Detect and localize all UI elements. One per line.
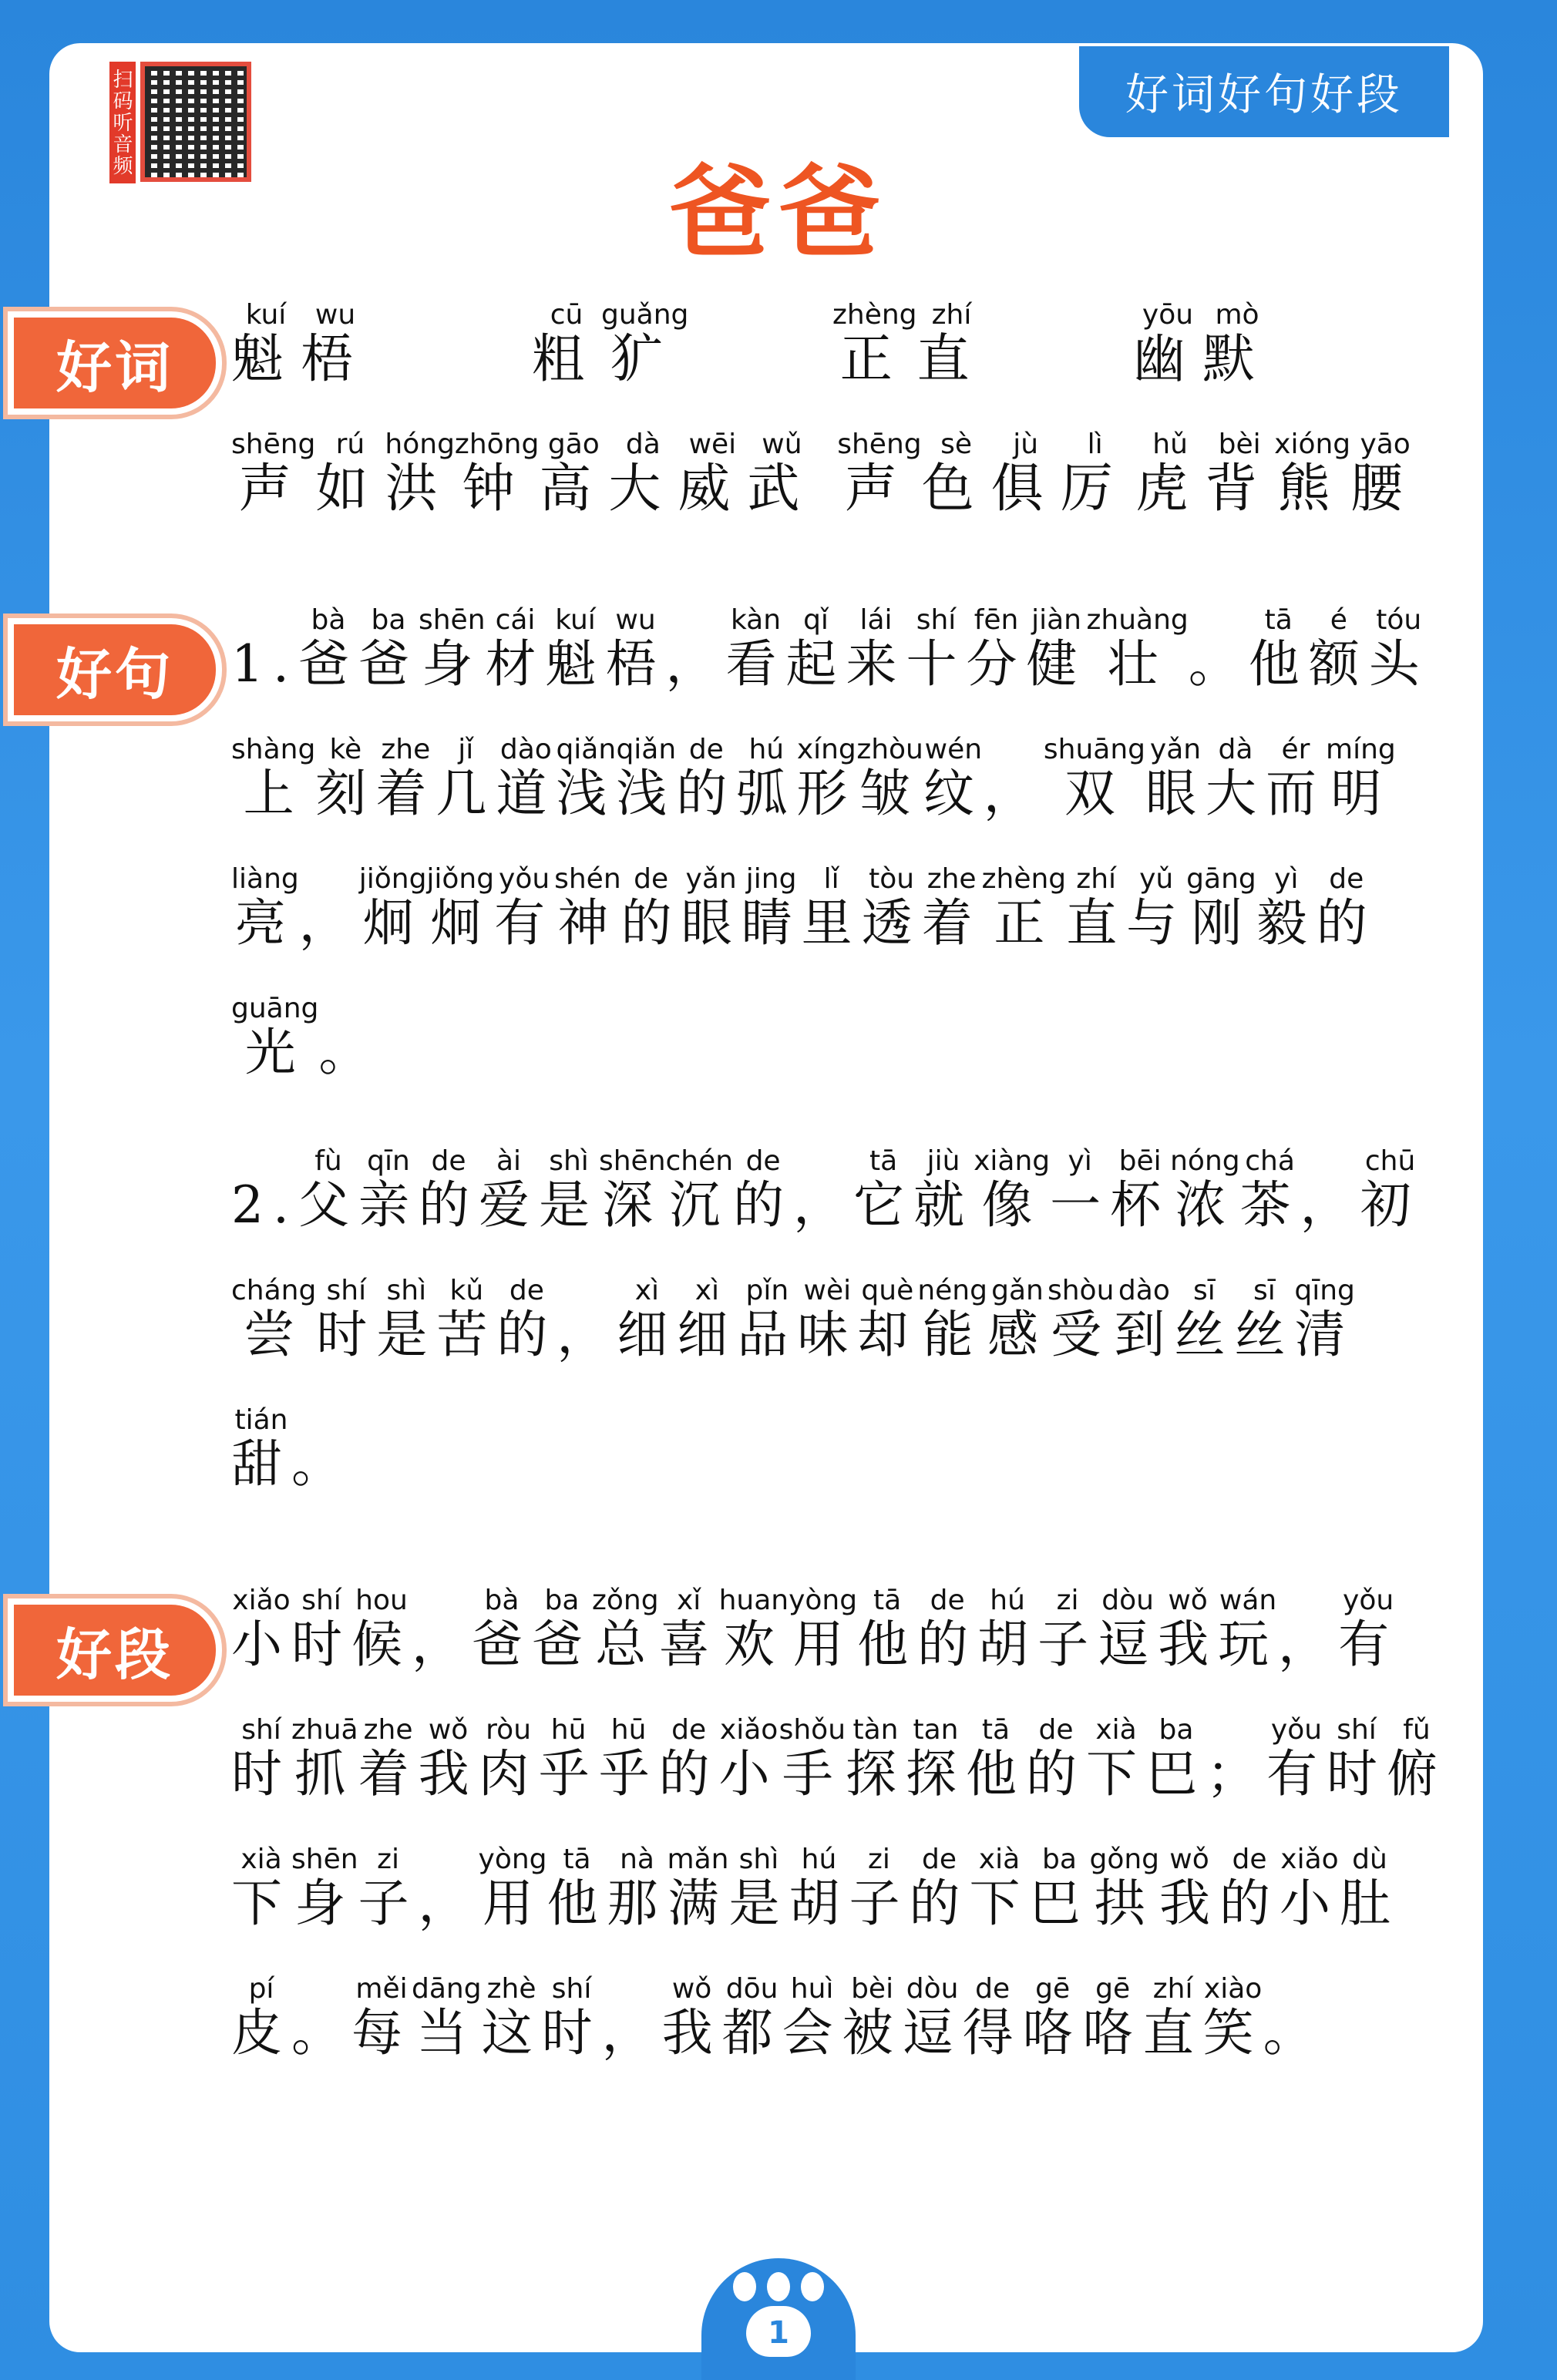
page-number: 1 xyxy=(746,2306,811,2357)
hanzi-with-pinyin: 会huì xyxy=(782,1973,842,2062)
hanzi-with-pinyin: 2. xyxy=(231,1175,298,1235)
sentence-2 xyxy=(231,1141,1449,1529)
hanzi-with-pinyin: 亲qīn xyxy=(358,1145,419,1235)
vocab-word xyxy=(532,299,832,392)
hanzi-with-pinyin: 炯jiǒng xyxy=(358,863,427,953)
hanzi-with-pinyin: 下xià xyxy=(969,1844,1030,1933)
hanzi-with-pinyin: 的de xyxy=(917,1585,978,1674)
hanzi-with-pinyin: 时shí xyxy=(541,1973,602,2062)
hanzi-with-pinyin: 爸ba xyxy=(358,604,419,694)
hanzi-with-pinyin: 的de xyxy=(658,1714,719,1803)
hanzi-with-pinyin: 形xíng xyxy=(796,734,857,823)
sentence-1 xyxy=(231,600,1449,1118)
hanzi-with-pinyin: 子zi xyxy=(1037,1585,1098,1674)
vocab-word xyxy=(231,299,532,392)
hanzi-with-pinyin: 茶chá xyxy=(1239,1145,1300,1235)
hanzi-with-pinyin: 身shēn xyxy=(291,1844,358,1933)
hanzi-with-pinyin: 深shēn xyxy=(598,1145,666,1235)
hanzi-with-pinyin: 我wǒ xyxy=(418,1714,479,1803)
hanzi-with-pinyin: 小xiǎo xyxy=(718,1714,779,1803)
hanzi-with-pinyin: 却què xyxy=(857,1275,918,1364)
hanzi-with-pinyin: 小xiǎo xyxy=(231,1585,291,1674)
hanzi-with-pinyin: 时shí xyxy=(231,1714,291,1803)
hanzi-with-pinyin: 威wēi xyxy=(678,429,748,519)
vocab-word xyxy=(1135,429,1434,522)
hanzi-with-pinyin: 透tòu xyxy=(861,863,922,953)
hanzi-with-pinyin: 眼yǎn xyxy=(1145,734,1206,823)
hanzi-with-pinyin: 喜xǐ xyxy=(658,1585,719,1674)
hanzi-with-pinyin: 巴ba xyxy=(1029,1844,1090,1933)
hanzi-with-pinyin: 直zhí xyxy=(1142,1973,1203,2062)
hanzi-with-pinyin: 毅yì xyxy=(1256,863,1317,953)
hanzi-with-pinyin: 是shì xyxy=(728,1844,789,1933)
hanzi-with-pinyin: 浅qiǎn xyxy=(556,734,617,823)
hanzi-with-pinyin: ， xyxy=(298,893,359,953)
hanzi-with-pinyin: 这zhè xyxy=(481,1973,542,2062)
hanzi-with-pinyin: 。 xyxy=(1188,634,1249,694)
hanzi-with-pinyin: 他tā xyxy=(966,1714,1026,1803)
hanzi-with-pinyin: 看kàn xyxy=(725,604,786,694)
hanzi-with-pinyin: 下xià xyxy=(1086,1714,1146,1803)
hanzi-with-pinyin: 是shì xyxy=(538,1145,599,1235)
hanzi-with-pinyin: 双shuāng xyxy=(1043,734,1145,823)
hanzi-with-pinyin: 拱gǒng xyxy=(1089,1844,1160,1933)
hanzi-with-pinyin: 肉ròu xyxy=(478,1714,539,1803)
hanzi-with-pinyin: 犷guǎng xyxy=(601,299,689,390)
hanzi-with-pinyin: 的de xyxy=(733,1145,794,1235)
hanzi-with-pinyin: 大dà xyxy=(1206,734,1266,823)
hanzi-with-pinyin: ， xyxy=(412,1615,472,1674)
hanzi-with-pinyin: 默mò xyxy=(1202,299,1273,390)
hanzi-with-pinyin: 乎hū xyxy=(538,1714,599,1803)
label-words: 好词 xyxy=(14,318,216,408)
hanzi-with-pinyin: 用yòng xyxy=(478,1844,547,1933)
hanzi-with-pinyin: 的de xyxy=(496,1275,557,1364)
hanzi-with-pinyin: 满mǎn xyxy=(667,1844,729,1933)
hanzi-with-pinyin: 味wèi xyxy=(797,1275,858,1364)
hanzi-with-pinyin: 皮pí xyxy=(231,1973,291,2062)
hanzi-with-pinyin: 逗dòu xyxy=(902,1973,963,2062)
hanzi-with-pinyin: 胡hú xyxy=(789,1844,849,1933)
hanzi-with-pinyin: 光guāng xyxy=(231,993,319,1082)
hanzi-with-pinyin: 的de xyxy=(1026,1714,1086,1803)
hanzi-with-pinyin: 清qīng xyxy=(1294,1275,1355,1364)
vocab-word xyxy=(231,429,540,522)
hanzi-with-pinyin: 抓zhuā xyxy=(291,1714,358,1803)
hanzi-with-pinyin: 探tàn xyxy=(846,1714,906,1803)
hanzi-with-pinyin: 着zhe xyxy=(358,1714,419,1803)
vocab-word xyxy=(837,429,1135,522)
hanzi-with-pinyin: 得de xyxy=(962,1973,1023,2062)
header-tab xyxy=(1079,46,1449,137)
hanzi-with-pinyin: 到dào xyxy=(1114,1275,1175,1364)
hanzi-with-pinyin: 头tóu xyxy=(1368,604,1429,694)
hanzi-with-pinyin: 壮zhuàng xyxy=(1086,604,1189,694)
hanzi-with-pinyin: 浓nóng xyxy=(1170,1145,1240,1235)
hanzi-with-pinyin: 明míng xyxy=(1326,734,1396,823)
hanzi-with-pinyin: 身shēn xyxy=(418,604,486,694)
label-paragraph: 好段 xyxy=(14,1605,216,1696)
hanzi-with-pinyin: 时shí xyxy=(291,1585,351,1674)
hanzi-with-pinyin: 巴ba xyxy=(1146,1714,1206,1803)
hanzi-with-pinyin: ， xyxy=(665,634,726,694)
hanzi-with-pinyin: 像xiàng xyxy=(974,1145,1051,1235)
hanzi-with-pinyin: 乎hū xyxy=(598,1714,659,1803)
hanzi-with-pinyin: 胡hú xyxy=(977,1585,1038,1674)
hanzi-with-pinyin: 那nà xyxy=(607,1844,668,1933)
vocab-word xyxy=(832,299,1133,392)
hanzi-with-pinyin: 时shí xyxy=(1327,1714,1387,1803)
hanzi-with-pinyin: 初chū xyxy=(1360,1145,1421,1235)
hanzi-with-pinyin: 品pǐn xyxy=(737,1275,798,1364)
hanzi-with-pinyin: ， xyxy=(601,2003,662,2062)
hanzi-with-pinyin: 他tā xyxy=(857,1585,918,1674)
hanzi-with-pinyin: 的de xyxy=(676,734,737,823)
hanzi-with-pinyin: 咯gē xyxy=(1082,1973,1143,2062)
hanzi-with-pinyin: 熊xióng xyxy=(1274,429,1351,519)
hanzi-with-pinyin: 每měi xyxy=(351,1973,412,2062)
hanzi-with-pinyin: 玩wán xyxy=(1218,1585,1279,1674)
hanzi-with-pinyin: 。 xyxy=(291,2003,351,2062)
hanzi-with-pinyin: 梧wu xyxy=(301,299,371,390)
hanzi-with-pinyin: 魁kuí xyxy=(231,299,301,390)
hanzi-with-pinyin: 尝cháng xyxy=(231,1275,317,1364)
hanzi-with-pinyin: ， xyxy=(983,764,1044,823)
hanzi-with-pinyin: 皱zhòu xyxy=(856,734,923,823)
hanzi-with-pinyin: 与yǔ xyxy=(1126,863,1187,953)
hanzi-with-pinyin: 探tan xyxy=(906,1714,966,1803)
hanzi-with-pinyin: 俯fǔ xyxy=(1387,1714,1447,1803)
hanzi-with-pinyin: 如rú xyxy=(315,429,385,519)
hanzi-with-pinyin: 子zi xyxy=(849,1844,910,1933)
page-title: 爸爸 xyxy=(669,154,888,273)
hanzi-with-pinyin: 时shí xyxy=(316,1275,377,1364)
hanzi-with-pinyin: 父fù xyxy=(298,1145,358,1235)
hanzi-with-pinyin: 亮liàng xyxy=(231,863,299,953)
hanzi-with-pinyin: 有yǒu xyxy=(1338,1585,1399,1674)
hanzi-with-pinyin: 刚gāng xyxy=(1186,863,1256,953)
hanzi-with-pinyin: 里lǐ xyxy=(801,863,862,953)
hanzi-with-pinyin: 咯gē xyxy=(1022,1973,1083,2062)
hanzi-with-pinyin: 子zi xyxy=(358,1844,419,1933)
hanzi-with-pinyin: ； xyxy=(1206,1744,1266,1803)
vocab-word xyxy=(1133,299,1434,392)
hanzi-with-pinyin: 苦kǔ xyxy=(436,1275,497,1364)
hanzi-with-pinyin: 小xiǎo xyxy=(1280,1844,1340,1933)
paragraph xyxy=(231,1580,1449,2098)
hanzi-with-pinyin: 魁kuí xyxy=(545,604,606,694)
hanzi-with-pinyin: 丝sī xyxy=(1174,1275,1235,1364)
hanzi-with-pinyin: 下xià xyxy=(231,1844,291,1933)
hanzi-with-pinyin: 的de xyxy=(909,1844,970,1933)
hanzi-with-pinyin: 他tā xyxy=(1248,604,1309,694)
hanzi-with-pinyin: 起qǐ xyxy=(785,604,846,694)
hanzi-with-pinyin: 笑xiào xyxy=(1202,1973,1263,2062)
hanzi-with-pinyin: 的de xyxy=(1219,1844,1280,1933)
hanzi-with-pinyin: 是shì xyxy=(376,1275,437,1364)
hanzi-with-pinyin: 。 xyxy=(318,1023,379,1082)
hanzi-with-pinyin: 一yì xyxy=(1050,1145,1111,1235)
hanzi-with-pinyin: 武wǔ xyxy=(747,429,817,519)
hanzi-with-pinyin: 几jǐ xyxy=(435,734,496,823)
hanzi-with-pinyin: 着zhe xyxy=(375,734,436,823)
hanzi-with-pinyin: 能néng xyxy=(917,1275,987,1364)
hanzi-with-pinyin: 睛jing xyxy=(741,863,802,953)
hanzi-with-pinyin: 健jiàn xyxy=(1026,604,1087,694)
hanzi-with-pinyin: 被bèi xyxy=(842,1973,903,2062)
hanzi-with-pinyin: 都dōu xyxy=(721,1973,782,2062)
hanzi-with-pinyin: 声shēng xyxy=(231,429,316,519)
hanzi-with-pinyin: 厉lì xyxy=(1060,429,1130,519)
hanzi-with-pinyin: 丝sī xyxy=(1234,1275,1295,1364)
hanzi-with-pinyin: 刻kè xyxy=(315,734,376,823)
hanzi-with-pinyin: 爱ài xyxy=(478,1145,539,1235)
hanzi-with-pinyin: 候hou xyxy=(351,1585,412,1674)
hanzi-with-pinyin: 十shí xyxy=(906,604,967,694)
hanzi-with-pinyin: ， xyxy=(418,1874,479,1933)
words-row-2 xyxy=(231,429,1434,522)
hanzi-with-pinyin: 俱jù xyxy=(990,429,1061,519)
words-row-1 xyxy=(231,299,1434,392)
hanzi-with-pinyin: 甜tián xyxy=(231,1404,291,1494)
hanzi-with-pinyin: 的de xyxy=(620,863,681,953)
hanzi-with-pinyin: 他tā xyxy=(546,1844,607,1933)
hanzi-with-pinyin: 杯bēi xyxy=(1110,1145,1171,1235)
hanzi-with-pinyin: 声shēng xyxy=(837,429,922,519)
hanzi-with-pinyin: 受shòu xyxy=(1047,1275,1115,1364)
hanzi-with-pinyin: 洪hóng xyxy=(385,429,455,519)
hanzi-with-pinyin: 有yǒu xyxy=(1266,1714,1327,1803)
hanzi-with-pinyin: 而ér xyxy=(1266,734,1326,823)
hanzi-with-pinyin: 欢huan xyxy=(718,1585,789,1674)
hanzi-with-pinyin: 。 xyxy=(291,1434,351,1494)
hanzi-with-pinyin: 着zhe xyxy=(921,863,982,953)
hanzi-with-pinyin: 直zhí xyxy=(916,299,987,390)
hanzi-with-pinyin: 背bèi xyxy=(1205,429,1275,519)
hanzi-with-pinyin: 色sè xyxy=(921,429,991,519)
hanzi-with-pinyin: 感gǎn xyxy=(987,1275,1048,1364)
qr-caption: 扫码听音频 xyxy=(109,62,136,183)
hanzi-with-pinyin: 用yòng xyxy=(789,1585,858,1674)
hanzi-with-pinyin: 虎hǔ xyxy=(1135,429,1206,519)
hanzi-with-pinyin: 肚dù xyxy=(1340,1844,1400,1933)
hanzi-with-pinyin: 爸bà xyxy=(472,1585,532,1674)
hanzi-with-pinyin: 腰yāo xyxy=(1350,429,1421,519)
hanzi-with-pinyin: 梧wu xyxy=(605,604,666,694)
hanzi-with-pinyin: 道dào xyxy=(496,734,557,823)
paw-icon xyxy=(733,2272,824,2301)
hanzi-with-pinyin: 正zhèng xyxy=(981,863,1067,953)
hanzi-with-pinyin: 手shǒu xyxy=(778,1714,846,1803)
hanzi-with-pinyin: 它tā xyxy=(853,1145,914,1235)
vocab-word xyxy=(539,429,837,522)
hanzi-with-pinyin: 大dà xyxy=(608,429,678,519)
hanzi-with-pinyin: 的de xyxy=(1316,863,1377,953)
hanzi-with-pinyin: 逗dòu xyxy=(1098,1585,1159,1674)
hanzi-with-pinyin: 分fēn xyxy=(966,604,1027,694)
hanzi-with-pinyin: 粗cū xyxy=(532,299,602,390)
hanzi-with-pinyin: 来lái xyxy=(846,604,906,694)
hanzi-with-pinyin: 额é xyxy=(1308,604,1369,694)
hanzi-with-pinyin: 1. xyxy=(231,634,298,694)
hanzi-with-pinyin: 浅qiǎn xyxy=(616,734,677,823)
hanzi-with-pinyin: 的de xyxy=(418,1145,479,1235)
hanzi-with-pinyin: 爸bà xyxy=(298,604,358,694)
hanzi-with-pinyin: 直zhí xyxy=(1066,863,1127,953)
hanzi-with-pinyin: 高gāo xyxy=(539,429,609,519)
hanzi-with-pinyin: 我wǒ xyxy=(661,1973,722,2062)
hanzi-with-pinyin: 就jiù xyxy=(913,1145,974,1235)
hanzi-with-pinyin: ， xyxy=(1300,1175,1360,1235)
hanzi-with-pinyin: 幽yōu xyxy=(1133,299,1203,390)
header-tag: 好词好句好段 xyxy=(1125,70,1403,120)
hanzi-with-pinyin: 沉chén xyxy=(665,1145,734,1235)
hanzi-with-pinyin: 弧hú xyxy=(736,734,797,823)
hanzi-with-pinyin: 。 xyxy=(1263,2003,1323,2062)
hanzi-with-pinyin: 我wǒ xyxy=(1158,1585,1219,1674)
hanzi-with-pinyin: 总zǒng xyxy=(592,1585,659,1674)
hanzi-with-pinyin: 我wǒ xyxy=(1159,1844,1219,1933)
hanzi-with-pinyin: ， xyxy=(1278,1615,1339,1674)
label-sentences: 好句 xyxy=(14,624,216,715)
hanzi-with-pinyin: 眼yǎn xyxy=(681,863,742,953)
hanzi-with-pinyin: 当dāng xyxy=(412,1973,482,2062)
hanzi-with-pinyin: 细xì xyxy=(677,1275,738,1364)
hanzi-with-pinyin: 上shàng xyxy=(231,734,316,823)
hanzi-with-pinyin: 神shén xyxy=(554,863,621,953)
hanzi-with-pinyin: ， xyxy=(557,1305,617,1364)
hanzi-with-pinyin: 有yǒu xyxy=(494,863,555,953)
hanzi-with-pinyin: 细xì xyxy=(617,1275,678,1364)
hanzi-with-pinyin: 爸ba xyxy=(532,1585,592,1674)
hanzi-with-pinyin: 材cái xyxy=(485,604,546,694)
hanzi-with-pinyin: ， xyxy=(793,1175,854,1235)
hanzi-with-pinyin: 纹wén xyxy=(923,734,984,823)
hanzi-with-pinyin: 钟zhōng xyxy=(454,429,540,519)
hanzi-with-pinyin: 正zhèng xyxy=(832,299,917,390)
hanzi-with-pinyin: 炯jiǒng xyxy=(426,863,495,953)
